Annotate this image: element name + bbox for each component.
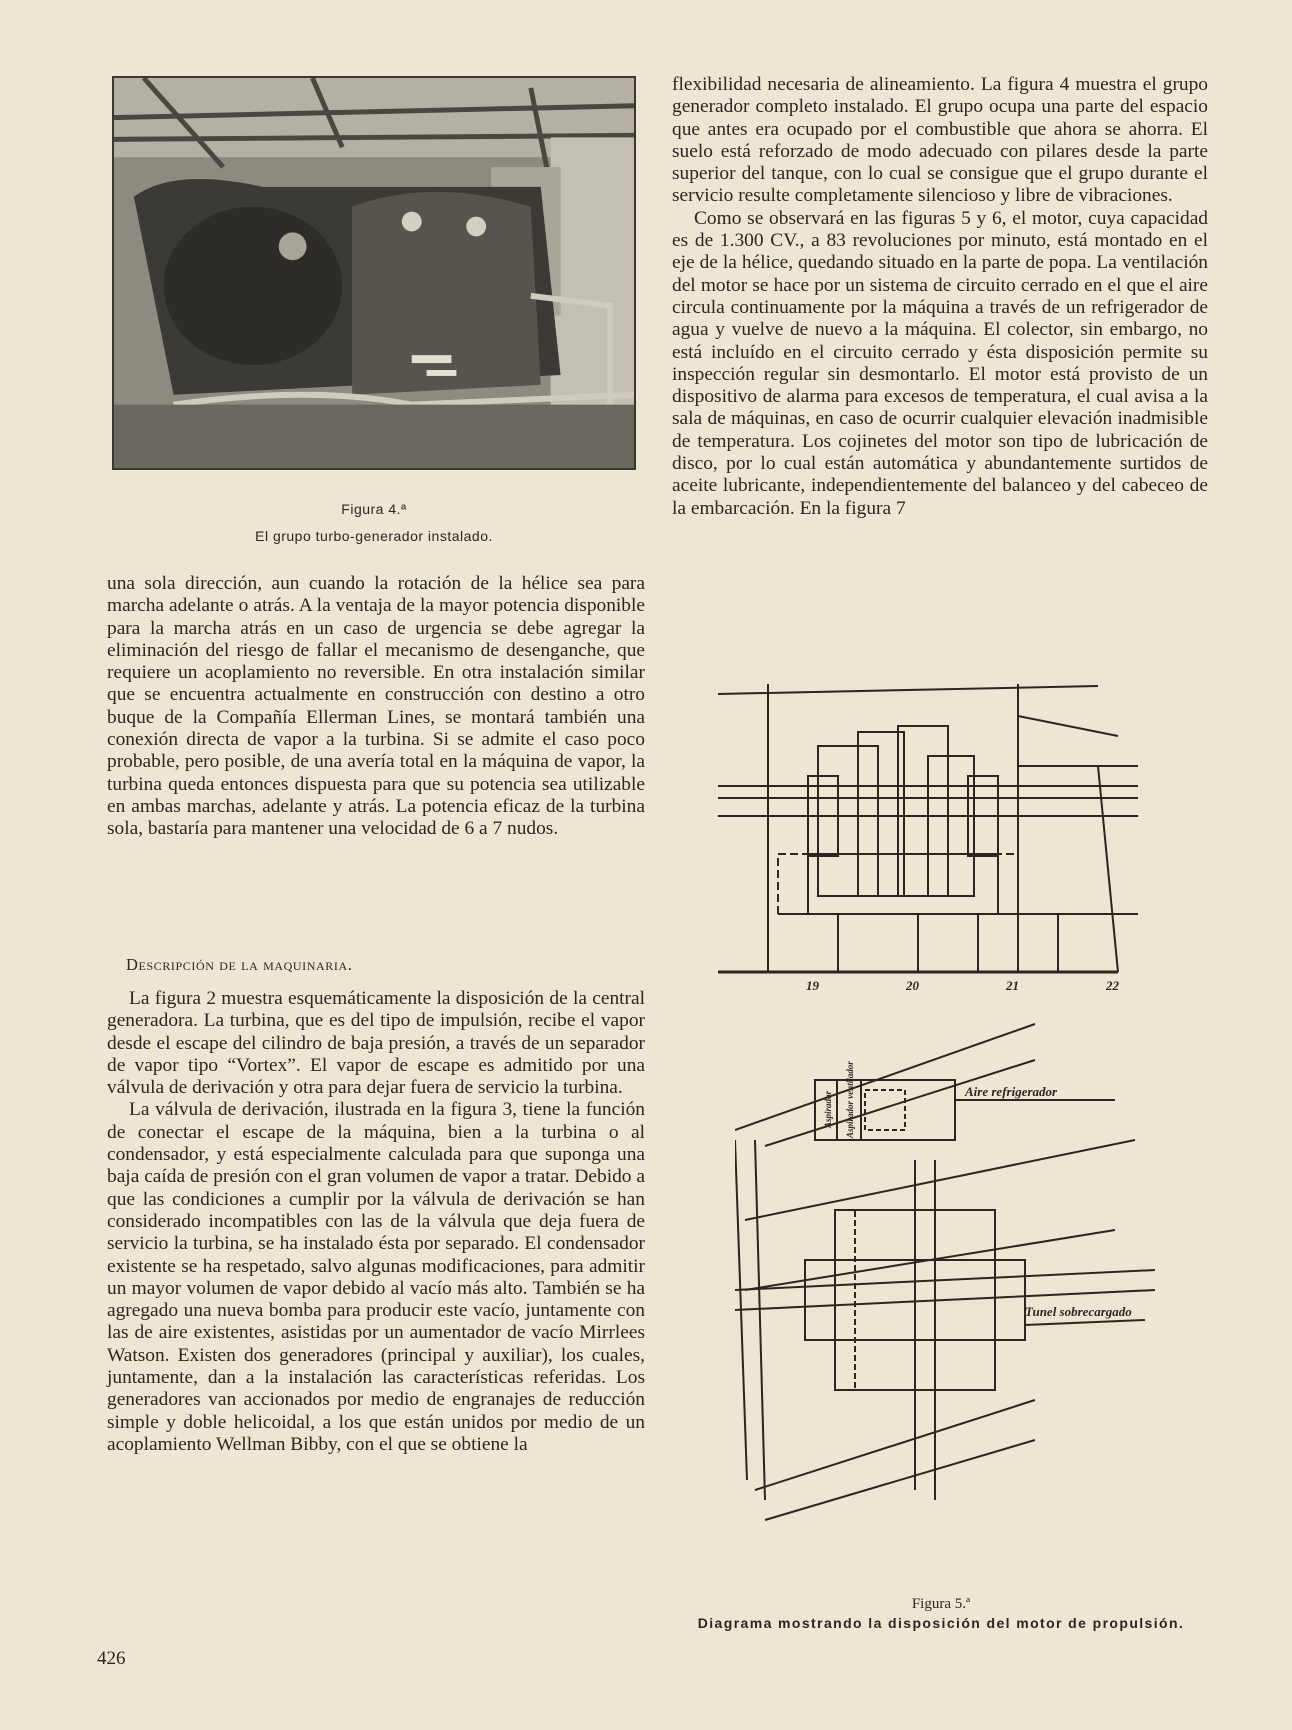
paragraph: La válvula de derivación, ilustrada en la figura 3, tiene la función de conectar el escape de la máquina, bien a la turbina o al condensador, y está especialmente calculada para que suponga una baja caída de presión con el gran volumen de vapor a tratar. Debido a que las condiciones a cumplir por la válvula de derivación se han considerado incompatibles con las de la válvula que deja fuera de servicio la turbina, se ha instalado ésta por separado. El condensador existente se ha respetado, salvo algunas modificaciones, para admitir un mayor volumen de vapor debido al vacío más alto. También se ha agregado una nueva bomba para producir este vacío, juntamente con las de aire existentes, asistidas por un aumentador de vacío Mirrlees Watson. Existen dos generadores (principal y auxiliar), los cuales, juntamente, dan a la instalación las características referidas. Los generadores van accionados por medio de engranajes de reducción simple y doble helicoidal, a los que están unidos por medio de un acoplamiento Wellman Bibby, con el que se obtiene la (107, 1099, 645, 1455)
air-cooler-label: Aire refrigerador (965, 1084, 1058, 1099)
tunnel-label: Tunel sobrecargado (1025, 1304, 1132, 1319)
figure-5-caption (660, 1594, 1222, 1632)
section-heading: Descripción de la maquinaria. (126, 955, 353, 974)
left-column-bottom (107, 988, 645, 1456)
paragraph: flexibilidad necesaria de alineamiento. La figura 4 muestra el grupo generador completo instalado. El grupo ocupa una parte del espacio que antes era ocupado por el combustible que ahora se ahorra. El suelo está reforzado de modo adecuado con pilares desde la parte superior del tanque, con lo cual se consigue que el grupo durante el servicio resulte completamente silencioso y libre de vibraciones. (672, 74, 1208, 207)
figure-5-diagram (735, 1020, 1155, 1580)
figure-4-photo (112, 76, 636, 470)
frame-number: 22 (1106, 978, 1119, 993)
figure-5-caption-title: Figura 5.ª (911, 1596, 971, 1612)
page-number: 426 (97, 1648, 126, 1669)
right-column (672, 74, 1208, 520)
figure-4-caption-title: Figura 4.ª (341, 501, 407, 517)
diagram-box-label: Aspirador (823, 1090, 833, 1128)
engine-elevation-diagram (718, 676, 1138, 996)
figure-4-caption (112, 496, 636, 550)
frame-number: 20 (906, 978, 919, 993)
frame-number: 21 (1006, 978, 1019, 993)
diagram-box-label: Aspirador ventilador (845, 1061, 855, 1138)
paragraph: Como se observará en las figuras 5 y 6, el motor, cuya capacidad es de 1.300 CV., a 83 revoluciones por minuto, está montado en el eje de la hélice, quedando situado en la parte de popa. La ventilación del motor se hace por un sistema de circuito cerrado en el que el aire circula continuamente por la máquina a través de un refrigerador de agua y vuelve de nuevo a la máquina. El colector, sin embargo, no está incluído en el circuito cerrado y ésta disposición permite su inspección regular sin desmontarlo. El motor está provisto de un dispositivo de alarma para excesos de temperatura, el cual avisa a la sala de máquinas, en caso de ocurrir cualquier elevación inadmisible de temperatura. Los cojinetes del motor son tipo de lubricación de disco, por lo cual están automática y abundantemente surtidos de aceite lubricante, independientemente del balanceo y del cabeceo de la embarcación. En la figura 7 (672, 207, 1208, 519)
left-column-top (107, 573, 645, 841)
paragraph: una sola dirección, aun cuando la rotación de la hélice sea para marcha adelante o atrás. A la ventaja de la mayor potencia disponible para la marcha atrás en un caso de urgencia se debe agregar la eliminación del riesgo de fallar el mecanismo de desenganche, que requiere un acoplamiento no reversible. En otra instalación similar que se encuentra actualmente en construcción con destino a otro buque de la Compañía Ellerman Lines, se montará también una conexión directa de vapor a la turbina. Si se admite el caso poco probable, pero posible, de una avería total en la máquina de vapor, la turbina queda entonces dispuesta para que su potencia sea utilizable en ambas marchas, adelante y atrás. La potencia eficaz de la turbina sola, bastaría para mantener una velocidad de 6 a 7 nudos. (107, 573, 645, 840)
figure-5-caption-text: Diagrama mostrando la disposición del motor de propulsión. (697, 1615, 1185, 1631)
paragraph: La figura 2 muestra esquemáticamente la disposición de la central generadora. La turbina, que es del tipo de impulsión, recibe el vapor desde el escape del cilindro de baja presión, a través de un separador de vapor tipo “Vortex”. El vapor de escape es admitido por una válvula de derivación y otra para dejar fuera de servicio la turbina. (107, 988, 645, 1099)
frame-number: 19 (806, 978, 819, 993)
figure-4-caption-text: El grupo turbo-generador instalado. (255, 528, 493, 544)
